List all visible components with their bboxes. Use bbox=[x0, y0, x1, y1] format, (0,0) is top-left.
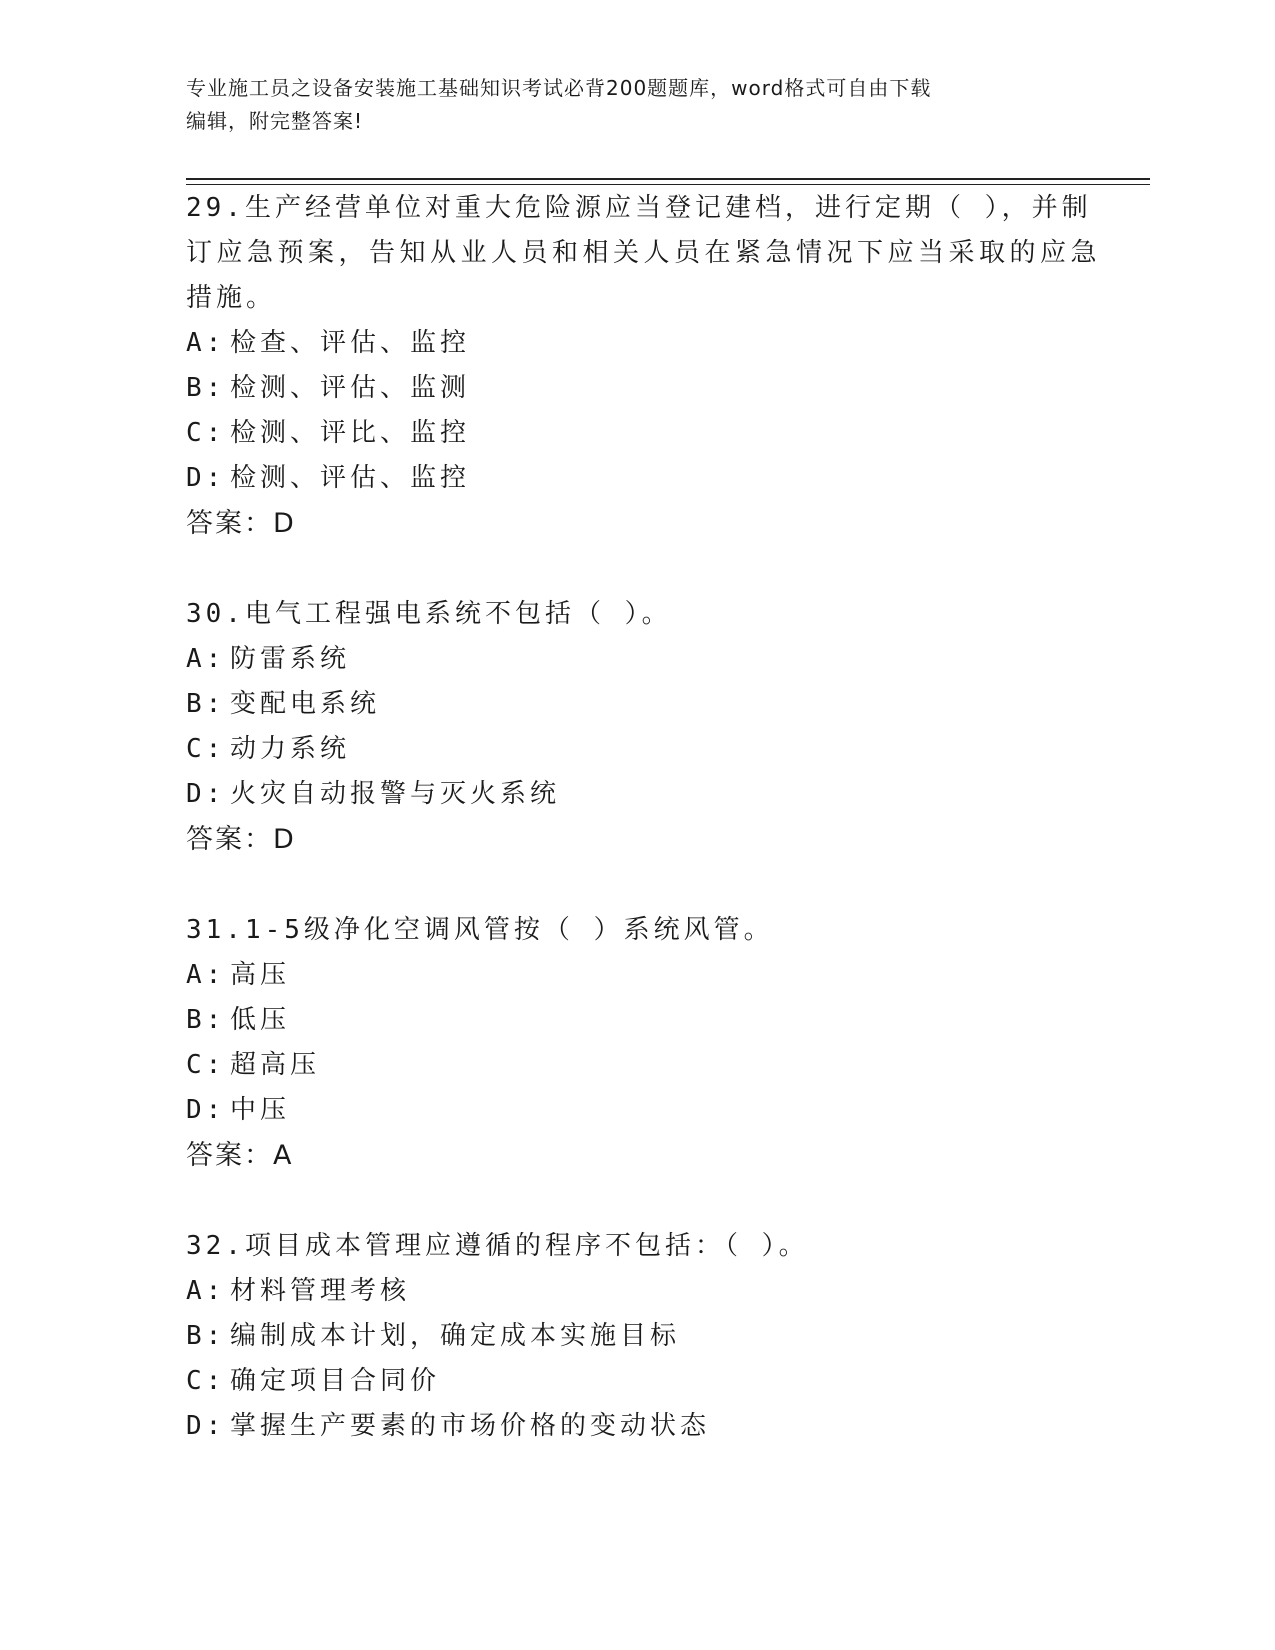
option-letter: D: bbox=[186, 779, 226, 809]
option-c bbox=[186, 1043, 1066, 1088]
option-text: 掌握生产要素的市场价格的变动状态 bbox=[230, 1411, 711, 1441]
option-b bbox=[186, 1314, 1066, 1359]
option-letter: B: bbox=[186, 1005, 226, 1035]
option-letter: D: bbox=[186, 1411, 226, 1441]
header-divider-thin bbox=[186, 184, 1150, 185]
question-stem-line: 29.生产经营单位对重大危险源应当登记建档，进行定期（ ），并制 bbox=[186, 193, 1092, 223]
option-b bbox=[186, 366, 1066, 411]
option-c bbox=[186, 411, 1066, 456]
option-c bbox=[186, 727, 1066, 772]
option-letter: A: bbox=[186, 328, 226, 358]
option-a bbox=[186, 1269, 1066, 1314]
option-text: 变配电系统 bbox=[230, 689, 381, 719]
question-stem-line: 订应急预案，告知从业人员和相关人员在紧急情况下应当采取的应急 bbox=[186, 238, 1102, 268]
option-text: 防雷系统 bbox=[230, 644, 351, 674]
option-letter: A: bbox=[186, 644, 226, 674]
option-letter: B: bbox=[186, 373, 226, 403]
option-letter: D: bbox=[186, 463, 226, 493]
question-stem-line: 措施。 bbox=[186, 283, 277, 313]
option-text: 检测、评估、监控 bbox=[230, 463, 471, 493]
option-d bbox=[186, 1404, 1066, 1449]
option-letter: C: bbox=[186, 1050, 226, 1080]
option-letter: C: bbox=[186, 1366, 226, 1396]
option-text: 中压 bbox=[230, 1095, 291, 1125]
option-a bbox=[186, 953, 1066, 998]
option-text: 编制成本计划，确定成本实施目标 bbox=[230, 1321, 681, 1351]
option-letter: C: bbox=[186, 734, 226, 764]
document-header bbox=[186, 72, 1066, 138]
option-text: 检查、评估、监控 bbox=[230, 328, 471, 358]
option-letter: A: bbox=[186, 1276, 226, 1306]
option-text: 检测、评估、监测 bbox=[230, 373, 471, 403]
option-text: 检测、评比、监控 bbox=[230, 418, 471, 448]
option-d bbox=[186, 456, 1066, 501]
question-stem-line: 30.电气工程强电系统不包括（ ）。 bbox=[186, 599, 672, 629]
option-text: 材料管理考核 bbox=[230, 1276, 411, 1306]
option-a bbox=[186, 637, 1066, 682]
option-text: 动力系统 bbox=[230, 734, 351, 764]
question-31 bbox=[186, 908, 1066, 1179]
option-letter: B: bbox=[186, 689, 226, 719]
option-b bbox=[186, 998, 1066, 1043]
answer-line: 答案：D bbox=[186, 508, 296, 539]
question-29 bbox=[186, 186, 1102, 547]
question-stem-line: 32.项目成本管理应遵循的程序不包括：（ ）。 bbox=[186, 1231, 809, 1261]
option-b bbox=[186, 682, 1066, 727]
option-text: 高压 bbox=[230, 960, 291, 990]
option-a bbox=[186, 321, 1066, 366]
header-title-line-1: 专业施工员之设备安装施工基础知识考试必背200题题库，word格式可自由下载 bbox=[186, 76, 932, 100]
option-text: 确定项目合同价 bbox=[230, 1366, 441, 1396]
option-c bbox=[186, 1359, 1066, 1404]
question-stem-line: 31.1-5级净化空调风管按（ ）系统风管。 bbox=[186, 915, 774, 945]
option-d bbox=[186, 1088, 1066, 1133]
question-list bbox=[186, 186, 1102, 1494]
option-letter: A: bbox=[186, 960, 226, 990]
option-text: 低压 bbox=[230, 1005, 291, 1035]
option-d bbox=[186, 772, 1066, 817]
option-text: 火灾自动报警与灭火系统 bbox=[230, 779, 561, 809]
header-divider-thick bbox=[186, 178, 1150, 180]
option-letter: B: bbox=[186, 1321, 226, 1351]
option-text: 超高压 bbox=[230, 1050, 321, 1080]
answer-line: 答案：A bbox=[186, 1140, 294, 1171]
option-letter: C: bbox=[186, 418, 226, 448]
option-letter: D: bbox=[186, 1095, 226, 1125]
question-32 bbox=[186, 1224, 1066, 1449]
answer-line: 答案：D bbox=[186, 824, 296, 855]
question-30 bbox=[186, 592, 1066, 863]
header-title-line-2: 编辑，附完整答案! bbox=[186, 109, 364, 133]
